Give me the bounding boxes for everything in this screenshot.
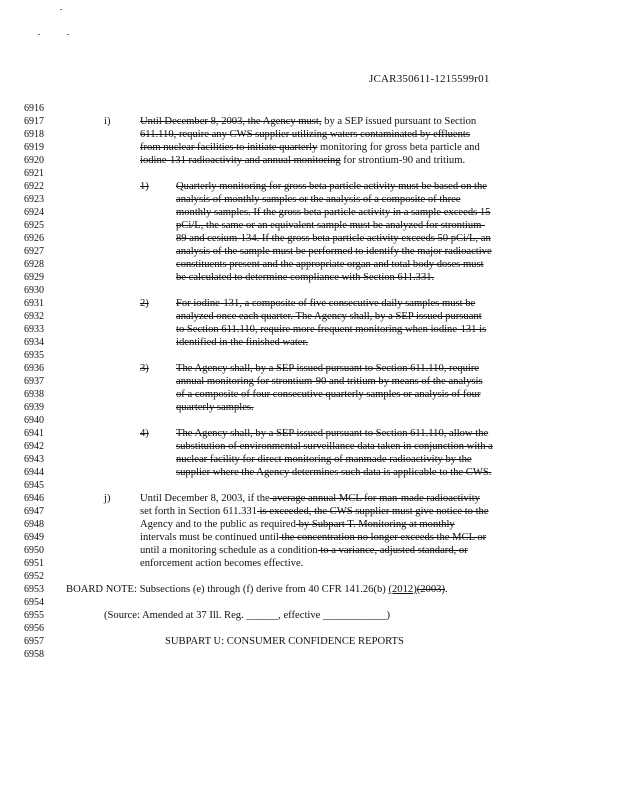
line-number: 6944 [24, 467, 44, 478]
text-line: constituents present and the appropriate organ and total body doses must [176, 259, 484, 270]
text-line: The Agency shall, by a SEP issued pursuant to Section 611.110, require [176, 363, 480, 374]
source-note: (Source: Amended at 37 Ill. Reg. ______, effective ____________) [104, 610, 391, 621]
board-note: BOARD NOTE: Subsections (e) through (f) derive from 40 CFR 141.26(b) (2012)(2003). [66, 584, 448, 595]
text-line: enforcement action becomes effective. [140, 558, 304, 569]
text-line: nuclear facility for direct monitoring of manmade radioactivity by the [176, 454, 472, 465]
subsection-marker: j) [104, 493, 111, 504]
line-number: 6927 [24, 246, 44, 257]
line-number: 6938 [24, 389, 44, 400]
line-number: 6948 [24, 519, 44, 530]
text-line: of a composite of four consecutive quarterly samples or analysis of four [176, 389, 481, 400]
scan-speck [67, 34, 69, 35]
line-number: 6941 [24, 428, 44, 439]
line-number: 6930 [24, 285, 44, 296]
text-line: until a monitoring schedule as a condition to a variance, adjusted standard, or [140, 545, 468, 556]
text-line: annual monitoring for strontium-90 and tritium by means of the analysis [176, 376, 483, 387]
line-number: 6940 [24, 415, 44, 426]
line-number: 6932 [24, 311, 44, 322]
text-line: analyzed once each quarter. The Agency shall, by a SEP issued pursuant [176, 311, 482, 322]
line-number: 6917 [24, 116, 44, 127]
text-line: The Agency shall, by a SEP issued pursuant to Section 611.110, allow the [176, 428, 489, 439]
line-number: 6920 [24, 155, 44, 166]
line-number: 6958 [24, 649, 44, 660]
line-number: 6929 [24, 272, 44, 283]
scan-speck [38, 34, 40, 35]
line-number: 6955 [24, 610, 44, 621]
text-line: Agency and to the public as required by Subpart T. Monitoring at monthly [140, 519, 455, 530]
line-number: 6950 [24, 545, 44, 556]
line-number: 6937 [24, 376, 44, 387]
text-line: quarterly samples. [176, 402, 254, 413]
document-header-id: JCAR350611-1215599r01 [369, 73, 490, 85]
text-line: 611.110, require any CWS supplier utilizing waters contaminated by effluents [140, 129, 470, 140]
scan-speck [60, 9, 62, 10]
line-number: 6928 [24, 259, 44, 270]
text-line: substitution of environmental surveillance data taken in conjunction with a [176, 441, 493, 452]
inserted-text: (2012) [388, 584, 417, 595]
subsection-marker: 2) [140, 298, 149, 309]
text-line: identified in the finished water. [176, 337, 309, 348]
text-line: Until December 8, 2003, the Agency must, by a SEP issued pursuant to Section [140, 116, 477, 127]
text-line: Until December 8, 2003, if the average annual MCL for man-made radioactivity [140, 493, 480, 504]
line-number: 6922 [24, 181, 44, 192]
text-line: For iodine-131, a composite of five consecutive daily samples must be [176, 298, 476, 309]
line-number: 6956 [24, 623, 44, 634]
text-line: Quarterly monitoring for gross beta particle activity must be based on the [176, 181, 487, 192]
line-number: 6934 [24, 337, 44, 348]
line-number: 6952 [24, 571, 44, 582]
line-number: 6954 [24, 597, 44, 608]
text-line: supplier where the Agency determines such data is applicable to the CWS. [176, 467, 492, 478]
line-number: 6916 [24, 103, 44, 114]
text-line: intervals must be continued until the concentration no longer exceeds the MCL or [140, 532, 487, 543]
text-line: 89 and cesium-134. If the gross beta particle activity exceeds 50 pCi/L, an [176, 233, 491, 244]
line-number: 6942 [24, 441, 44, 452]
line-number: 6951 [24, 558, 44, 569]
deleted-text: (2003) [416, 584, 445, 595]
subsection-marker: 3) [140, 363, 149, 374]
subpart-title: SUBPART U: CONSUMER CONFIDENCE REPORTS [165, 636, 404, 647]
line-number: 6924 [24, 207, 44, 218]
text-line: to Section 611.110, require more frequent monitoring when iodine-131 is [176, 324, 487, 335]
line-number: 6919 [24, 142, 44, 153]
line-number: 6945 [24, 480, 44, 491]
subsection-marker: 4) [140, 428, 149, 439]
text-line: be calculated to determine compliance with Section 611.331. [176, 272, 435, 283]
line-number: 6957 [24, 636, 44, 647]
line-number: 6925 [24, 220, 44, 231]
line-number: 6918 [24, 129, 44, 140]
text-line: pCi/L, the same or an equivalent sample must be analyzed for strontium- [176, 220, 485, 231]
text-line: iodine-131 radioactivity and annual monitoring for strontium-90 and tritium. [140, 155, 466, 166]
line-number: 6947 [24, 506, 44, 517]
text-line: analysis of monthly samples or the analysis of a composite of three [176, 194, 461, 205]
subsection-marker: i) [104, 116, 111, 127]
text-line: from nuclear facilities to initiate quarterly monitoring for gross beta particle and [140, 142, 480, 153]
subsection-marker: 1) [140, 181, 149, 192]
text-line: analysis of the sample must be performed to identify the major radioactive [176, 246, 492, 257]
line-number: 6953 [24, 584, 44, 595]
line-number: 6931 [24, 298, 44, 309]
line-number: 6936 [24, 363, 44, 374]
text-line: monthly samples. If the gross beta particle activity in a sample exceeds 15 [176, 207, 491, 218]
line-number: 6939 [24, 402, 44, 413]
line-number: 6935 [24, 350, 44, 361]
line-number: 6949 [24, 532, 44, 543]
line-number: 6923 [24, 194, 44, 205]
line-number: 6933 [24, 324, 44, 335]
line-number: 6921 [24, 168, 44, 179]
line-number: 6943 [24, 454, 44, 465]
text-line: set forth in Section 611.331 is exceeded, the CWS supplier must give notice to the [140, 506, 489, 517]
line-number: 6926 [24, 233, 44, 244]
line-number: 6946 [24, 493, 44, 504]
